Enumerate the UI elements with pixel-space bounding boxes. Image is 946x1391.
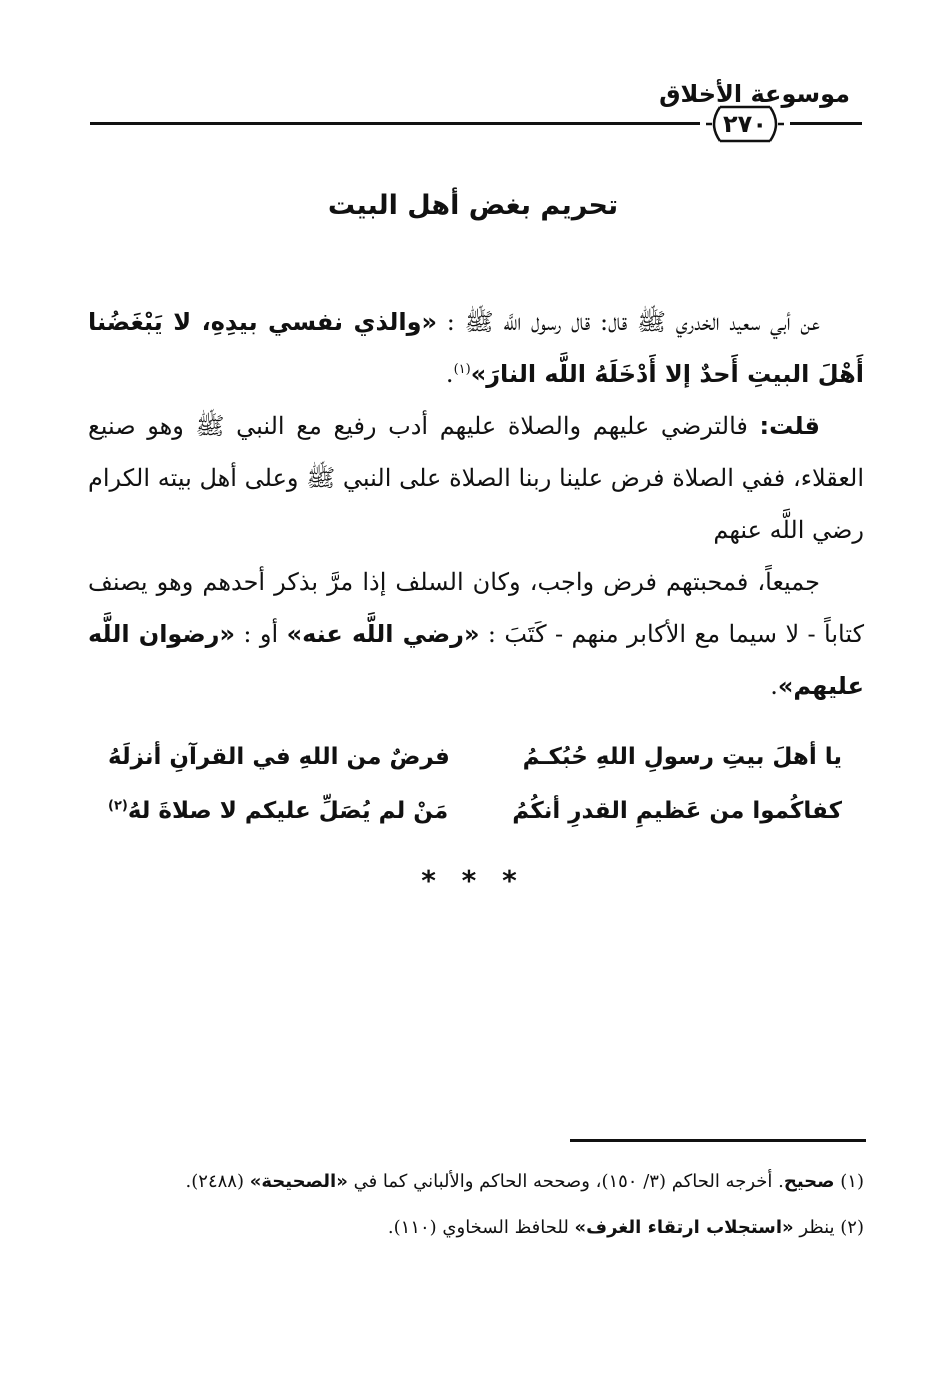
tradition-paragraph	[88, 556, 864, 712]
body-text	[88, 296, 864, 712]
verse-second-hemistich	[108, 798, 448, 824]
page-number-badge	[706, 104, 784, 144]
or-word: أو :	[235, 620, 287, 648]
tradition-text: جميعاً، فمحبتهم فرض واجب، وكان السلف إذا مرَّ بذكر أحدهم وهو يصنف كتاباً - لا سيما مع الأكابر منهم - كَتَبَ :	[88, 568, 865, 648]
header-rule-right	[790, 122, 862, 125]
verse-first-hemistich: كفاكُموا من عَظيمِ القدرِ أنكُمُ	[512, 798, 842, 824]
commentary-label: قلت:	[759, 412, 820, 440]
poem-verse	[108, 784, 842, 838]
commentary-text: فالترضي عليهم والصلاة عليهم أدب رفيع مع النبي ﷺ وهو صنيع العقلاء، ففي الصلاة فرض علينا ربنا الصلاة على النبي ﷺ وعلى أهل بيته الكرام رضي اللَّه عنهم	[88, 412, 864, 544]
footnote-ref-2: (٢)	[108, 798, 128, 814]
footnote-ref-1: (١)	[453, 362, 471, 377]
footnote-2	[92, 1208, 864, 1248]
poem-verse	[108, 730, 842, 784]
verse-second-text: مَنْ لم يُصَلِّ عليكم لا صلاةَ لهُ	[127, 798, 449, 824]
phrase-radiya: «رضي اللَّه عنه»	[286, 620, 480, 648]
section-separator: * * *	[421, 864, 525, 897]
footnotes	[92, 1162, 864, 1254]
commentary-paragraph	[88, 400, 864, 556]
footnote-1-grade: صحيح	[783, 1171, 835, 1192]
footnote-2-number: (٢)	[840, 1217, 864, 1238]
footnote-rule	[570, 1139, 866, 1142]
verse-second-text: فرضٌ من اللهِ في القرآنِ أنزلَهُ	[108, 744, 450, 770]
verse-second-hemistich	[108, 744, 450, 770]
page-number: ٢٧٠	[723, 110, 767, 138]
footnote-1-text: . أخرجه الحاكم (٣/ ١٥٠)، وصححه الحاكم والألباني كما في	[347, 1171, 784, 1192]
footnote-2-end: للحافظ السخاوي (١١٠).	[387, 1217, 575, 1238]
header-rule-left	[90, 122, 700, 125]
phrase-ridwan: «رضوان اللَّه عليهم»	[88, 620, 864, 700]
running-header-title: موسوعة الأخلاق	[659, 80, 850, 108]
section-heading: تحريم بغض أهل البيت	[327, 190, 619, 221]
footnote-1-end: (٢٤٨٨).	[185, 1171, 250, 1192]
hadith-end: .	[445, 360, 454, 388]
poem	[108, 730, 842, 838]
hadith-quote: «والذي نفسي بيدِهِ، لا يَبْغَضُنا أَهْلَ البيتِ أَحدٌ إلا أَدْخَلَهُ اللَّه النارَ»	[88, 308, 864, 388]
footnote-1-source: «الصحيحة»	[249, 1171, 348, 1192]
footnote-2-text: ينظر	[793, 1217, 841, 1238]
hadith-intro: عن أبي سعيد الخدري ﷺ قال: قال رسول اللَّه ﷺ :	[437, 308, 820, 336]
hadith-paragraph	[88, 296, 864, 400]
footnote-1	[92, 1162, 864, 1202]
tradition-end: .	[770, 672, 778, 700]
footnote-1-number: (١)	[840, 1171, 864, 1192]
footnote-2-source: «استجلاب ارتقاء الغرف»	[574, 1217, 794, 1238]
verse-first-hemistich: يا أهلَ بيتِ رسولِ اللهِ حُبُكـمُ	[522, 744, 842, 770]
